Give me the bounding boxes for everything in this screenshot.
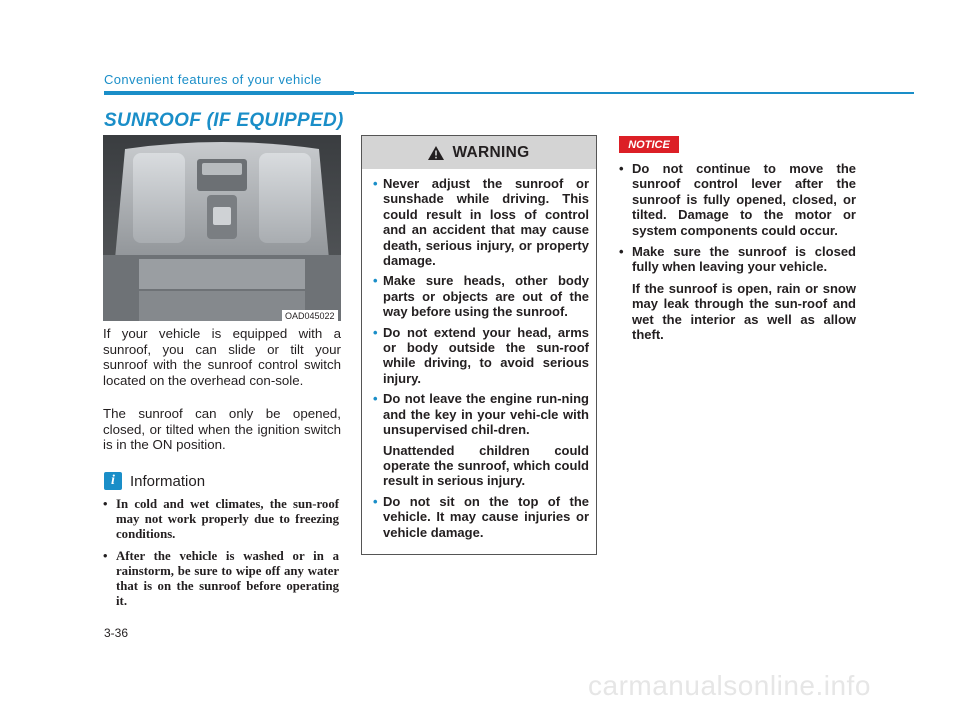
- warning-label: WARNING: [452, 143, 530, 161]
- warning-header: [362, 136, 596, 169]
- body-paragraph: The sunroof can only be opened, closed, or tilted when the ignition switch is in the ON position.: [103, 406, 341, 453]
- warning-box: [361, 135, 597, 555]
- notice-item-extra: If the sunroof is open, rain or snow may leak through the sun-roof and wet the interior as well as allow theft.: [632, 280, 856, 343]
- info-icon: i: [104, 472, 122, 490]
- notice-item-text: Make sure the sunroof is closed fully when leaving your vehicle.: [632, 244, 856, 275]
- information-title: Information: [130, 472, 206, 490]
- header-rule-thick: [104, 91, 354, 95]
- header-rule-thin: [354, 92, 914, 94]
- warning-triangle-icon: [428, 146, 444, 160]
- information-item: • After the vehicle is washed or in a rainstorm, be sure to wipe off any water that is on the sunroof before operating it.: [103, 549, 339, 610]
- warning-item: • Make sure heads, other body parts or objects are out of the way before using the sunroof.: [373, 273, 589, 319]
- page-number: 3-36: [104, 626, 129, 640]
- chapter-title: SUNROOF (IF EQUIPPED): [104, 110, 344, 131]
- notice-list: [619, 161, 856, 348]
- body-paragraph: If your vehicle is equipped with a sunroof, you can slide or tilt your sunroof with the sunroof control switch located on the overhead con-sole.: [103, 326, 341, 388]
- overhead-console-photo: [103, 135, 341, 321]
- notice-badge: NOTICE: [619, 136, 679, 153]
- information-item: • In cold and wet climates, the sun-roof may not work properly due to freezing conditions.: [103, 497, 339, 543]
- warning-item-text: Do not leave the engine run-ning and the key in your vehi-cle with unsupervised chil-dren.: [383, 391, 589, 438]
- information-header: [104, 471, 205, 491]
- warning-item: • Do not sit on the top of the vehicle. It may cause injuries or vehicle damage.: [373, 494, 589, 540]
- figure-code: OAD045022: [282, 310, 338, 322]
- notice-item: • Do not continue to move the sunroof control lever after the sunroof is fully opened, closed, or tilted. Damage to the motor or system components could occur.: [619, 161, 856, 238]
- section-title: Convenient features of your vehicle: [104, 72, 322, 87]
- information-list: [103, 497, 339, 615]
- warning-item-extra: Unattended children could operate the sunroof, which could result in serious injury.: [383, 442, 589, 489]
- watermark: carmanualsonline.info: [588, 670, 871, 701]
- warning-list: [362, 169, 596, 540]
- warning-item: • Do not extend your head, arms or body outside the sun-roof while driving, to avoid serious injury.: [373, 325, 589, 387]
- warning-item: • Never adjust the sunroof or sunshade while driving. This could result in loss of control and an accident that may cause death, serious injury, or property damage.: [373, 176, 589, 268]
- notice-item: [619, 244, 856, 342]
- warning-item: [373, 391, 589, 488]
